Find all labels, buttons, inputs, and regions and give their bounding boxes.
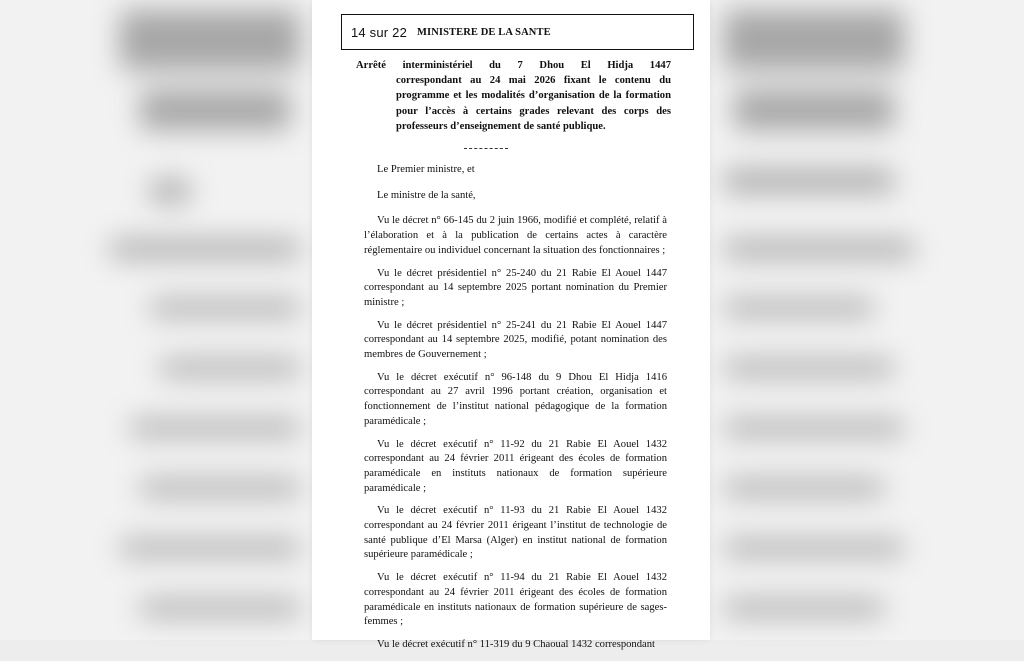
ministry-title: MINISTERE DE LA SANTE: [417, 26, 551, 38]
paragraph: Vu le décret exécutif n° 11-94 du 21 Rabie El Aouel 1432 correspondant au 24 février 2011 érigeant des écoles de formation paramédicale en instituts nationaux de formation supérieure de sages-femmes ;: [364, 572, 667, 628]
page-header: [341, 14, 694, 50]
decree-title-rest: correspondant au 24 mai 2026 fixant le contenu du programme et les modalités d’organisation de la formation pour l’accès à certains grades relevant des corps des professeurs d’enseignement de santé publique.: [396, 75, 671, 132]
decree-title: [356, 58, 671, 134]
paragraph: Vu le décret n° 66-145 du 2 juin 1966, modifié et complété, relatif à l’élaboration et à la publication de certains actes à caractère réglementaire ou individuel concernant la situation des fonctionnaires ;: [364, 215, 667, 256]
blurred-background-right: [704, 0, 1024, 640]
paragraph: Le ministre de la santé,: [377, 189, 476, 201]
paragraph: Vu le décret exécutif n° 96-148 du 9 Dhou El Hidja 1416 correspondant au 27 avril 1996 portant création, organisation et fonctionnement de l’institut national pédagogique de la formation paramédicale ;: [364, 371, 667, 427]
paragraph: Vu le décret exécutif n° 11-92 du 21 Rabie El Aouel 1432 correspondant au 24 février 2011 érigeant des écoles de formation paramédicale en instituts nationaux de formation supérieure paramédicale ;: [364, 438, 667, 494]
blurred-background-left: [0, 0, 320, 640]
decree-title-first-line: Arrêté interministériel du 7 Dhou El Hidja 1447: [356, 60, 671, 71]
paragraph: Le Premier ministre, et: [377, 164, 475, 175]
page-number: 14 sur 22: [351, 24, 408, 40]
paragraph: Vu le décret exécutif n° 11-319 du 9 Chaoual 1432 correspondant: [377, 638, 655, 650]
paragraph: Vu le décret exécutif n° 11-93 du 21 Rabie El Aouel 1432 correspondant au 24 février 2011 érigeant l’institut de technologie de santé publique d’El Marsa (Alger) en institut national de formation supérieure paramédicale ;: [364, 505, 667, 561]
paragraph: Vu le décret présidentiel n° 25-241 du 21 Rabie El Aouel 1447 correspondant au 14 septembre 2025, modifié, potant nomination des membres de Gouvernement ;: [364, 319, 667, 361]
separator-line: [464, 148, 508, 149]
document-page: [312, 0, 710, 650]
paragraph: Vu le décret présidentiel n° 25-240 du 21 Rabie El Aouel 1447 correspondant au 14 septembre 2025 portant nomination du Premier ministre ;: [364, 267, 667, 308]
document-body: [364, 163, 667, 661]
